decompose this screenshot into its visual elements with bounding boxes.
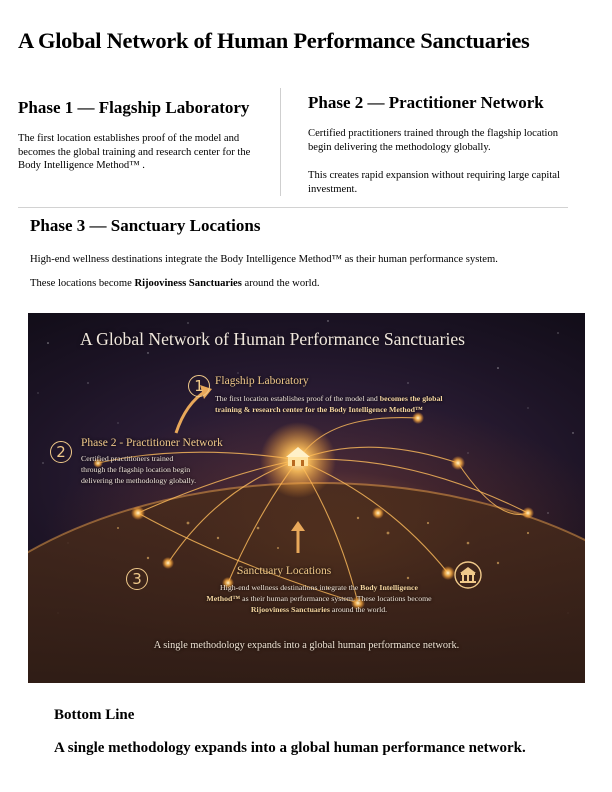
- step-2-text: Certified practitioners trained through the flagship location begin delivering the methodology globally.: [81, 454, 197, 485]
- step-2-heading: Phase 2 - Practitioner Network: [81, 437, 223, 449]
- section-divider: [18, 207, 568, 208]
- page-title: A Global Network of Human Performance Sanctuaries: [18, 28, 530, 53]
- phase-2-text-1: Certified practitioners trained through the flagship location begin delivering the methodology globally.: [308, 128, 559, 153]
- step-1-text: The first location establishes proof of the model and becomes the global training & research center for the Body Intelligence Method™: [215, 394, 443, 414]
- bottom-line-heading: Bottom Line: [54, 707, 135, 723]
- global-network-infographic: [28, 313, 585, 683]
- phase-2-heading: Phase 2 — Practitioner Network: [308, 93, 544, 112]
- phase-3-heading: Phase 3 — Sanctuary Locations: [30, 216, 261, 235]
- step-1-number-badge: 1: [188, 375, 210, 397]
- step-3-number-badge: 3: [126, 568, 148, 590]
- step-3-heading: Sanctuary Locations: [237, 565, 332, 577]
- phase-1-text: The first location establishes proof of the model and becomes the global training and research center for the Body Intelligence Method™ .: [18, 133, 251, 171]
- earth-network-illustration: [28, 313, 585, 683]
- step-1-heading: Flagship Laboratory: [215, 375, 309, 387]
- column-divider: [280, 88, 281, 196]
- infographic-footer: A single methodology expands into a global human performance network.: [153, 640, 460, 651]
- phase-2-text-2: This creates rapid expansion without requiring large capital investment.: [308, 170, 560, 195]
- rijooviness-sanctuaries-emphasis: Rijooviness Sanctuaries: [134, 278, 242, 289]
- step-2-number-badge: 2: [50, 441, 72, 463]
- phase-3-text-1: High-end wellness destinations integrate the Body Intelligence Method™ as their human performance system.: [30, 254, 498, 265]
- infographic-title: A Global Network of Human Performance Sanctuaries: [80, 329, 465, 349]
- phase-1-heading: Phase 1 — Flagship Laboratory: [18, 98, 250, 117]
- step-3-text: High-end wellness destinations integrate the Body Intelligence Method™ as their human performance system. These locations become Rijooviness Sanctuaries around the world.: [206, 583, 432, 614]
- phase-3-text-2: These locations become Rijooviness Sanctuaries around the world.: [30, 278, 320, 289]
- bottom-line-text: A single methodology expands into a global human performance network.: [54, 740, 526, 756]
